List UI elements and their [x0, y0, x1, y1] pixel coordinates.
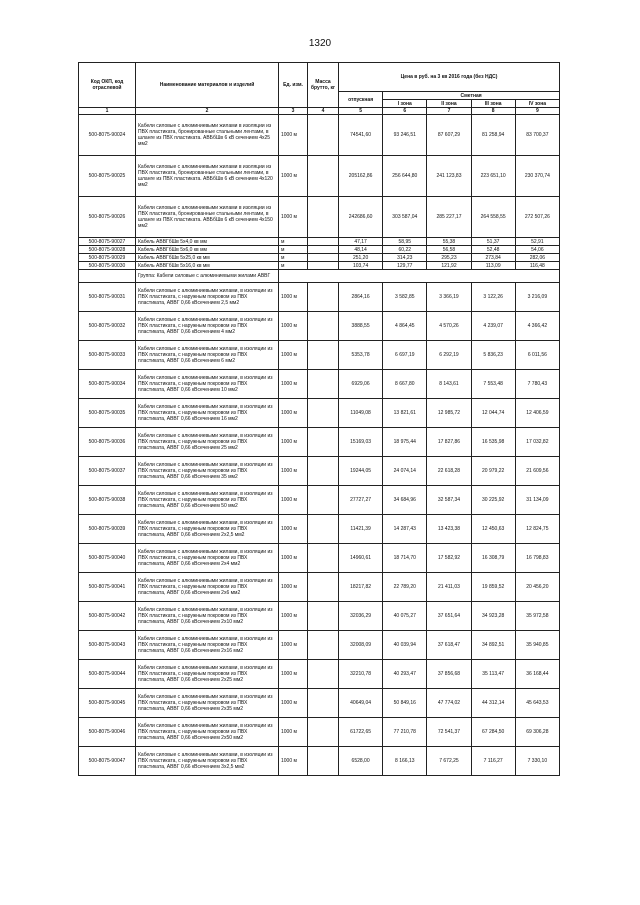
table-row [79, 718, 560, 747]
price-zone-3-cell: 5 836,23 [471, 341, 515, 370]
price-zone-1-cell: 13 821,61 [383, 399, 427, 428]
code-cell: 500-8075-90032 [79, 312, 136, 341]
name-cell: Кабель АВВГбШв 5х16,0 кв мм [136, 262, 279, 270]
unit-cell: 1000 м [279, 544, 308, 573]
price-zone-2-cell: 7 672,25 [427, 747, 471, 776]
price-zone-3-cell: 3 122,26 [471, 283, 515, 312]
price-zone-2-cell: 37 651,64 [427, 602, 471, 631]
price-otpusknaya-cell: 6929,06 [339, 370, 383, 399]
price-zone-3-cell: 51,37 [471, 238, 515, 246]
price-zone-2-cell: 8 143,61 [427, 370, 471, 399]
price-zone-2-cell: 87 607,29 [427, 115, 471, 156]
header-name: Наименование материалов и изделий [136, 63, 279, 108]
price-zone-2-cell: 72 541,37 [427, 718, 471, 747]
price-otpusknaya-cell: 11421,39 [339, 515, 383, 544]
price-zone-2-cell: 17 827,86 [427, 428, 471, 457]
unit-cell: 1000 м [279, 602, 308, 631]
price-zone-1-cell: 34 684,96 [383, 486, 427, 515]
price-zone-2-cell: 4 570,26 [427, 312, 471, 341]
price-otpusknaya-cell: 3888,55 [339, 312, 383, 341]
price-zone-1-cell: 14 287,43 [383, 515, 427, 544]
price-zone-4-cell: 31 134,09 [515, 486, 559, 515]
price-otpusknaya-cell: 32210,78 [339, 660, 383, 689]
table-row [79, 312, 560, 341]
price-zone-4-cell: 6 011,56 [515, 341, 559, 370]
table-row [79, 747, 560, 776]
mass-cell [308, 718, 339, 747]
price-zone-4-cell: 69 306,28 [515, 718, 559, 747]
price-zone-2-cell: 56,58 [427, 246, 471, 254]
column-index: 4 [308, 108, 339, 115]
price-zone-2-cell: 37 618,47 [427, 631, 471, 660]
price-otpusknaya-cell: 48,14 [339, 246, 383, 254]
price-otpusknaya-cell: 74541,60 [339, 115, 383, 156]
price-zone-1-cell: 18 714,70 [383, 544, 427, 573]
price-zone-3-cell: 7 553,48 [471, 370, 515, 399]
mass-cell [308, 660, 339, 689]
price-zone-3-cell: 81 258,94 [471, 115, 515, 156]
unit-cell: 1000 м [279, 197, 308, 238]
price-zone-3-cell: 16 308,79 [471, 544, 515, 573]
unit-cell: 1000 м [279, 631, 308, 660]
mass-cell [308, 573, 339, 602]
price-zone-3-cell: 20 979,22 [471, 457, 515, 486]
mass-cell [308, 254, 339, 262]
price-zone-1-cell: 40 039,94 [383, 631, 427, 660]
code-cell: 500-8075-90033 [79, 341, 136, 370]
name-cell: Кабели силовые с алюминиевыми жилами, в изоляции из ПВХ пластиката, с наружным покровом из ПВХ пластиката, АВВГ 0,66 кВсечением 2х10 мм2 [136, 602, 279, 631]
price-zone-3-cell: 67 284,50 [471, 718, 515, 747]
price-zone-3-cell: 264 558,55 [471, 197, 515, 238]
price-zone-4-cell: 54,06 [515, 246, 559, 254]
table-row [79, 573, 560, 602]
name-cell: Кабели силовые с алюминиевыми жилами, в изоляции из ПВХ пластиката, с наружным покровом из ПВХ пластиката, АВВГ 0,66 кВсечением 16 мм2 [136, 399, 279, 428]
price-zone-1-cell: 6 697,19 [383, 341, 427, 370]
price-zone-2-cell: 12 985,72 [427, 399, 471, 428]
code-cell: 500-8075-90040 [79, 544, 136, 573]
mass-cell [308, 486, 339, 515]
code-cell: 500-8075-90028 [79, 246, 136, 254]
mass-cell [308, 238, 339, 246]
mass-cell [308, 689, 339, 718]
table-row [79, 262, 560, 270]
header-price-title: Цена в руб. на 3 кв 2016 года (без НДС) [339, 63, 560, 92]
table-row [79, 689, 560, 718]
price-zone-1-cell: 303 587,04 [383, 197, 427, 238]
price-zone-3-cell: 35 113,47 [471, 660, 515, 689]
name-cell: Кабель АВВГбШв 5х4,0 кв мм [136, 238, 279, 246]
code-cell: 500-8075-90025 [79, 156, 136, 197]
code-cell: 500-8075-90027 [79, 238, 136, 246]
unit-cell: 1000 м [279, 457, 308, 486]
code-cell: 500-8075-90034 [79, 370, 136, 399]
price-otpusknaya-cell: 40649,04 [339, 689, 383, 718]
price-zone-2-cell: 6 292,19 [427, 341, 471, 370]
price-zone-4-cell: 21 609,56 [515, 457, 559, 486]
mass-cell [308, 428, 339, 457]
code-cell: 500-8075-90042 [79, 602, 136, 631]
mass-cell [308, 747, 339, 776]
unit-cell: 1000 м [279, 515, 308, 544]
price-zone-3-cell: 223 651,10 [471, 156, 515, 197]
mass-cell [308, 544, 339, 573]
mass-cell [308, 631, 339, 660]
price-zone-3-cell: 113,09 [471, 262, 515, 270]
code-cell: 500-8075-90043 [79, 631, 136, 660]
unit-cell: 1000 м [279, 370, 308, 399]
price-zone-2-cell: 55,38 [427, 238, 471, 246]
unit-cell: 1000 м [279, 428, 308, 457]
mass-cell [308, 457, 339, 486]
unit-cell: 1000 м [279, 747, 308, 776]
price-zone-3-cell: 52,48 [471, 246, 515, 254]
name-cell: Кабели силовые с алюминиевыми жилами в изоляции из ПВХ пластиката, бронированные стальными лентами, в шланге из ПВХ пластиката. АВБбШв 6 кВ сечением 4х120 мм2 [136, 156, 279, 197]
column-index: 2 [136, 108, 279, 115]
unit-cell: м [279, 246, 308, 254]
name-cell: Кабели силовые с алюминиевыми жилами, в изоляции из ПВХ пластиката, с наружным покровом из ПВХ пластиката, АВВГ 0,66 кВсечением 2х4 мм2 [136, 544, 279, 573]
name-cell: Кабели силовые с алюминиевыми жилами, в изоляции из ПВХ пластиката, с наружным покровом из ПВХ пластиката, АВВГ 0,66 кВсечением 3х2,5 мм2 [136, 747, 279, 776]
price-otpusknaya-cell: 5353,78 [339, 341, 383, 370]
mass-cell [308, 312, 339, 341]
price-zone-4-cell: 35 972,58 [515, 602, 559, 631]
price-zone-1-cell: 60,22 [383, 246, 427, 254]
price-zone-3-cell: 273,84 [471, 254, 515, 262]
price-zone-2-cell: 13 423,38 [427, 515, 471, 544]
table-row [79, 283, 560, 312]
page-number: 1320 [308, 38, 332, 49]
price-zone-3-cell: 34 892,51 [471, 631, 515, 660]
table-row [79, 115, 560, 156]
mass-cell [308, 399, 339, 428]
price-zone-2-cell: 295,23 [427, 254, 471, 262]
price-zone-4-cell: 45 643,53 [515, 689, 559, 718]
unit-cell: 1000 м [279, 312, 308, 341]
header-unit: Ед. изм. [279, 63, 308, 108]
price-zone-3-cell: 12 450,63 [471, 515, 515, 544]
code-cell: 500-8075-90038 [79, 486, 136, 515]
code-cell: 500-8075-90044 [79, 660, 136, 689]
price-otpusknaya-cell: 2864,16 [339, 283, 383, 312]
price-zone-4-cell: 272 507,26 [515, 197, 559, 238]
price-zone-4-cell: 83 700,37 [515, 115, 559, 156]
code-cell: 500-8075-90047 [79, 747, 136, 776]
group-name-cell: Группа: Кабели силовые с алюминиевыми жилами АВВГ [136, 270, 279, 283]
mass-cell [308, 197, 339, 238]
price-otpusknaya-cell: 6528,00 [339, 747, 383, 776]
table-row [79, 238, 560, 246]
table-row [79, 544, 560, 573]
price-zone-4-cell: 7 330,10 [515, 747, 559, 776]
price-zone-4-cell: 12 406,59 [515, 399, 559, 428]
price-zone-2-cell: 17 582,92 [427, 544, 471, 573]
price-zone-1-cell: 40 075,27 [383, 602, 427, 631]
code-cell: 500-8075-90045 [79, 689, 136, 718]
unit-cell: 1000 м [279, 341, 308, 370]
price-zone-4-cell: 282,06 [515, 254, 559, 262]
unit-cell: 1000 м [279, 689, 308, 718]
code-cell: 500-8075-90046 [79, 718, 136, 747]
price-zone-3-cell: 44 312,14 [471, 689, 515, 718]
name-cell: Кабели силовые с алюминиевыми жилами, в изоляции из ПВХ пластиката, с наружным покровом из ПВХ пластиката, АВВГ 0,66 кВсечением 35 мм2 [136, 457, 279, 486]
name-cell: Кабели силовые с алюминиевыми жилами в изоляции из ПВХ пластиката, бронированные стальными лентами, в шланге из ПВХ пластиката. АВБбШв 6 кВ сечением 4х150 мм2 [136, 197, 279, 238]
unit-cell: м [279, 254, 308, 262]
code-cell: 500-8075-90035 [79, 399, 136, 428]
price-otpusknaya-cell: 27727,27 [339, 486, 383, 515]
name-cell: Кабели силовые с алюминиевыми жилами, в изоляции из ПВХ пластиката, с наружным покровом из ПВХ пластиката, АВВГ 0,66 кВсечением 50 мм2 [136, 486, 279, 515]
header-zone-3: III зона [471, 100, 515, 108]
unit-cell: м [279, 238, 308, 246]
header-mass: Масса брутто, кг [308, 63, 339, 108]
price-zone-1-cell: 40 293,47 [383, 660, 427, 689]
price-zone-2-cell: 21 411,03 [427, 573, 471, 602]
unit-cell: 1000 м [279, 399, 308, 428]
price-zone-1-cell: 77 210,78 [383, 718, 427, 747]
mass-cell [308, 156, 339, 197]
table-row [79, 602, 560, 631]
table-row [79, 254, 560, 262]
name-cell: Кабели силовые с алюминиевыми жилами, в изоляции из ПВХ пластиката, с наружным покровом из ПВХ пластиката, АВВГ 0,66 кВсечением 2х6 мм2 [136, 573, 279, 602]
price-zone-3-cell: 4 239,07 [471, 312, 515, 341]
code-cell: 500-8075-90036 [79, 428, 136, 457]
column-index: 9 [515, 108, 559, 115]
price-zone-2-cell: 121,92 [427, 262, 471, 270]
empty-cell [279, 270, 560, 283]
price-otpusknaya-cell: 205162,86 [339, 156, 383, 197]
price-zone-1-cell: 8 667,80 [383, 370, 427, 399]
price-zone-1-cell: 18 975,44 [383, 428, 427, 457]
unit-cell: 1000 м [279, 573, 308, 602]
code-cell: 500-8075-90031 [79, 283, 136, 312]
price-zone-1-cell: 58,95 [383, 238, 427, 246]
mass-cell [308, 283, 339, 312]
price-zone-3-cell: 16 535,98 [471, 428, 515, 457]
price-otpusknaya-cell: 14960,61 [339, 544, 383, 573]
price-zone-3-cell: 30 225,92 [471, 486, 515, 515]
name-cell: Кабели силовые с алюминиевыми жилами, в изоляции из ПВХ пластиката, с наружным покровом из ПВХ пластиката, АВВГ 0,66 кВсечением 2х35 мм2 [136, 689, 279, 718]
table-row [79, 399, 560, 428]
mass-cell [308, 115, 339, 156]
column-index: 8 [471, 108, 515, 115]
price-zone-3-cell: 19 859,52 [471, 573, 515, 602]
name-cell: Кабели силовые с алюминиевыми жилами, в изоляции из ПВХ пластиката, с наружным покровом из ПВХ пластиката, АВВГ 0,66 кВсечением 2х25 мм2 [136, 660, 279, 689]
price-zone-2-cell: 285 227,17 [427, 197, 471, 238]
price-zone-1-cell: 3 582,85 [383, 283, 427, 312]
price-zone-2-cell: 32 587,34 [427, 486, 471, 515]
table-body [79, 115, 560, 776]
name-cell: Кабели силовые с алюминиевыми жилами в изоляции из ПВХ пластиката, бронированные стальными лентами, в шланге из ПВХ пластиката. АВБбШв 6 кВ сечением 4х25 мм2 [136, 115, 279, 156]
header-zone-2: II зона [427, 100, 471, 108]
table-row [79, 515, 560, 544]
price-zone-4-cell: 20 456,20 [515, 573, 559, 602]
code-cell: 500-8075-90026 [79, 197, 136, 238]
price-zone-1-cell: 50 849,16 [383, 689, 427, 718]
price-otpusknaya-cell: 11049,08 [339, 399, 383, 428]
mass-cell [308, 262, 339, 270]
price-zone-4-cell: 4 366,42 [515, 312, 559, 341]
mass-cell [308, 370, 339, 399]
price-zone-3-cell: 34 923,28 [471, 602, 515, 631]
code-cell: 500-8075-90030 [79, 262, 136, 270]
unit-cell: 1000 м [279, 283, 308, 312]
name-cell: Кабели силовые с алюминиевыми жилами, в изоляции из ПВХ пластиката, с наружным покровом из ПВХ пластиката, АВВГ 0,66 кВсечением 2х16 мм2 [136, 631, 279, 660]
column-index: 6 [383, 108, 427, 115]
header-otpusknaya: отпускная [339, 92, 383, 108]
name-cell: Кабели силовые с алюминиевыми жилами, в изоляции из ПВХ пластиката, с наружным покровом из ПВХ пластиката, АВВГ 0,66 кВсечением 2х50 мм2 [136, 718, 279, 747]
price-zone-4-cell: 52,91 [515, 238, 559, 246]
price-zone-4-cell: 16 798,83 [515, 544, 559, 573]
table-row [79, 457, 560, 486]
price-zone-1-cell: 8 166,13 [383, 747, 427, 776]
table-row [79, 156, 560, 197]
column-index: 3 [279, 108, 308, 115]
unit-cell: 1000 м [279, 115, 308, 156]
price-zone-4-cell: 230 370,74 [515, 156, 559, 197]
group-row [79, 270, 560, 283]
table-row [79, 660, 560, 689]
table-row [79, 370, 560, 399]
price-zone-1-cell: 24 074,14 [383, 457, 427, 486]
column-index: 5 [339, 108, 383, 115]
price-otpusknaya-cell: 251,20 [339, 254, 383, 262]
header-zone-1: I зона [383, 100, 427, 108]
unit-cell: 1000 м [279, 486, 308, 515]
price-zone-3-cell: 12 044,74 [471, 399, 515, 428]
unit-cell: 1000 м [279, 156, 308, 197]
price-otpusknaya-cell: 18217,82 [339, 573, 383, 602]
header-code: Код ОКП, код отраслевой [79, 63, 136, 108]
price-zone-1-cell: 129,77 [383, 262, 427, 270]
price-otpusknaya-cell: 32036,29 [339, 602, 383, 631]
unit-cell: 1000 м [279, 660, 308, 689]
table-row [79, 246, 560, 254]
name-cell: Кабели силовые с алюминиевыми жилами, в изоляции из ПВХ пластиката, с наружным покровом из ПВХ пластиката, АВВГ 0,66 кВсечением 2,5 мм2 [136, 283, 279, 312]
unit-cell: м [279, 262, 308, 270]
price-zone-3-cell: 7 116,27 [471, 747, 515, 776]
code-cell: 500-8075-90037 [79, 457, 136, 486]
table-row [79, 428, 560, 457]
code-cell [79, 270, 136, 283]
price-otpusknaya-cell: 19244,05 [339, 457, 383, 486]
table-row [79, 486, 560, 515]
code-cell: 500-8075-90039 [79, 515, 136, 544]
price-otpusknaya-cell: 32008,09 [339, 631, 383, 660]
code-cell: 500-8075-90029 [79, 254, 136, 262]
price-otpusknaya-cell: 47,17 [339, 238, 383, 246]
code-cell: 500-8075-90024 [79, 115, 136, 156]
name-cell: Кабели силовые с алюминиевыми жилами, в изоляции из ПВХ пластиката, с наружным покровом из ПВХ пластиката, АВВГ 0,66 кВсечением 6 мм2 [136, 341, 279, 370]
mass-cell [308, 515, 339, 544]
name-cell: Кабель АВВГбШв 5х6,0 кв мм [136, 246, 279, 254]
price-zone-4-cell: 17 032,82 [515, 428, 559, 457]
price-table [78, 62, 560, 776]
price-zone-4-cell: 35 940,85 [515, 631, 559, 660]
price-otpusknaya-cell: 103,74 [339, 262, 383, 270]
code-cell: 500-8075-90041 [79, 573, 136, 602]
price-zone-1-cell: 314,23 [383, 254, 427, 262]
header-zone-4: IV зона [515, 100, 559, 108]
price-zone-1-cell: 93 246,51 [383, 115, 427, 156]
table-row [79, 341, 560, 370]
unit-cell: 1000 м [279, 718, 308, 747]
name-cell: Кабель АВВГбШв 5х25,0 кв мм [136, 254, 279, 262]
price-zone-2-cell: 22 618,28 [427, 457, 471, 486]
price-zone-4-cell: 7 780,43 [515, 370, 559, 399]
header-smetnaya: Сметная [383, 92, 560, 100]
price-zone-4-cell: 3 216,09 [515, 283, 559, 312]
table-row [79, 631, 560, 660]
price-zone-2-cell: 3 366,19 [427, 283, 471, 312]
name-cell: Кабели силовые с алюминиевыми жилами, в изоляции из ПВХ пластиката, с наружным покровом из ПВХ пластиката, АВВГ 0,66 кВсечением 25 мм2 [136, 428, 279, 457]
column-index: 7 [427, 108, 471, 115]
column-index-row [79, 108, 560, 115]
name-cell: Кабели силовые с алюминиевыми жилами, в изоляции из ПВХ пластиката, с наружным покровом из ПВХ пластиката, АВВГ 0,66 кВсечением 4 мм2 [136, 312, 279, 341]
name-cell: Кабели силовые с алюминиевыми жилами, в изоляции из ПВХ пластиката, с наружным покровом из ПВХ пластиката, АВВГ 0,66 кВсечением 10 мм2 [136, 370, 279, 399]
mass-cell [308, 246, 339, 254]
price-zone-1-cell: 4 864,45 [383, 312, 427, 341]
table-row [79, 197, 560, 238]
price-zone-4-cell: 36 168,44 [515, 660, 559, 689]
price-otpusknaya-cell: 61722,65 [339, 718, 383, 747]
column-index: 1 [79, 108, 136, 115]
price-zone-4-cell: 116,48 [515, 262, 559, 270]
price-otpusknaya-cell: 242686,60 [339, 197, 383, 238]
price-zone-4-cell: 12 824,75 [515, 515, 559, 544]
price-zone-1-cell: 22 789,20 [383, 573, 427, 602]
mass-cell [308, 341, 339, 370]
price-zone-2-cell: 37 856,68 [427, 660, 471, 689]
name-cell: Кабели силовые с алюминиевыми жилами, в изоляции из ПВХ пластиката, с наружным покровом из ПВХ пластиката, АВВГ 0,66 кВсечением 2х2,5 мм2 [136, 515, 279, 544]
price-otpusknaya-cell: 15169,03 [339, 428, 383, 457]
price-zone-2-cell: 241 123,83 [427, 156, 471, 197]
price-zone-2-cell: 47 774,02 [427, 689, 471, 718]
mass-cell [308, 602, 339, 631]
price-zone-1-cell: 256 644,80 [383, 156, 427, 197]
